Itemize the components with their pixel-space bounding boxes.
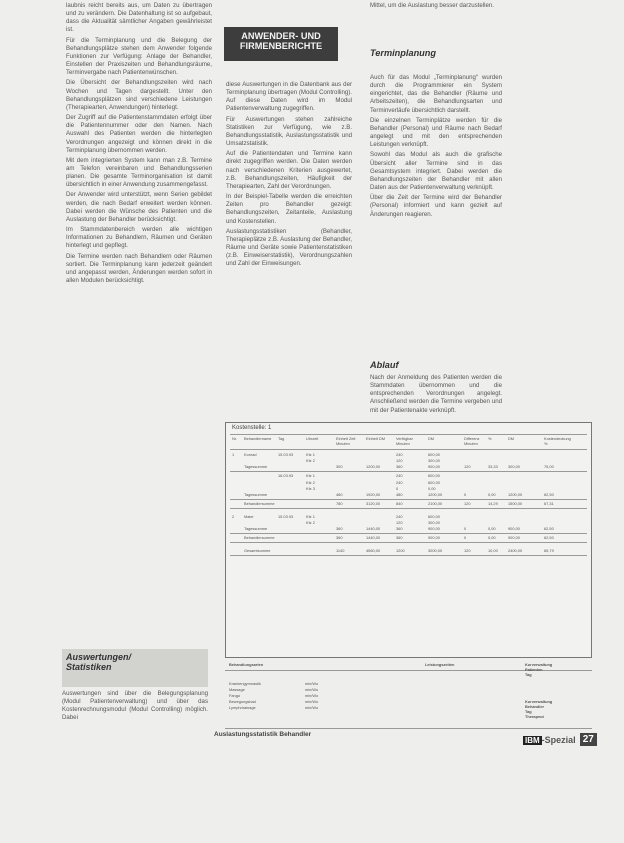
banner-line: FIRMENBERICHTE [239, 41, 323, 51]
table-cell: 0,00 [428, 485, 436, 491]
table-cell: 900,00 [508, 535, 520, 541]
table-rule [230, 499, 587, 500]
table-cell: 360 [336, 526, 343, 532]
page-number: 27 [580, 733, 597, 746]
table-cell: 480 [396, 492, 403, 497]
table-cell: 67,31 [544, 501, 554, 506]
paragraph: Auf die Patientendaten und Termine kann direkt zugegriffen werden. Die Daten werden nach verschiedenen Kriterien ausgewertet, z.B. Behandlungszeiten, Häufigkeit der Therapiearten, Zahl der Verordnungen. [226, 150, 352, 190]
section-heading-box [62, 649, 208, 687]
paragraph: Für die Terminplanung und die Belegung der Behandlungsplätze stehen dem Anwender folgende Funktionen zur Verfügung: Anlage der Behandler, Einstellen der Praxiszeiten und Behandlungsräume, Terminvergabe nach Patientenwünschen. [66, 36, 212, 77]
paragraph: Auch für das Modul „Terminplanung“ wurden durch die Programmierer ein System eingerichtet, das die Behandler (Räume und Arbeitszeiten), die Behandlungsarten und Terminverläufe übersichtlich darstellt. [370, 74, 502, 114]
section-heading-line: Statistiken [66, 662, 112, 672]
table-cell: 600,00 [428, 473, 440, 479]
table-header-cell: DM [428, 436, 435, 441]
table-cell: 120 [396, 520, 403, 526]
table-cell: 360 [396, 464, 403, 470]
table-cell: 1 [232, 452, 235, 457]
chart-label: Tag [525, 672, 532, 677]
table-cell: Maier [244, 514, 254, 519]
chart-label: Lymphdrainage [229, 705, 256, 710]
paragraph: Mittel, um die Auslastung besser darzustellen. [370, 2, 494, 9]
table-cell: 1920,00 [366, 492, 381, 497]
table-header-cell: Tag [278, 436, 285, 441]
table-cell: 15.03.93 [278, 452, 294, 457]
table-cell: 1200,00 [428, 492, 443, 497]
table-cell: 15.03.93 [278, 514, 294, 519]
table-rule [230, 508, 587, 509]
table-cell: Kfz 2 [306, 479, 315, 485]
table-cell: 240 [396, 479, 403, 485]
chart-label: Krankengymnastik [229, 681, 262, 686]
table-cell: 120 [464, 548, 471, 554]
text-column-left [66, 2, 212, 287]
chart-label: Patienten [525, 667, 543, 672]
table-cell: 2400,00 [508, 548, 523, 554]
table-cell: 600,00 [428, 514, 440, 519]
table-cell: Kfz 1 [306, 514, 315, 519]
table-header-cell: Differenz Minuten [464, 436, 480, 446]
table-cell: Kfz 1 [306, 452, 315, 457]
table-cell: 600,00 [428, 452, 440, 457]
table-cell: Tagessumme [244, 526, 268, 532]
table-cell: 10,00 [488, 548, 498, 554]
table-cell: 900,00 [508, 526, 520, 532]
paragraph: Die Termine werden nach Behandlern oder Räumen sortiert. Die Terminplanung kann jederzeit geändert und angepasst werden, Änderungen werden sofort in allen Modulen berücksichtigt. [66, 252, 212, 284]
paragraph: Über die Zeit der Termine wird der Behandler (Personal) informiert und kann gezielt auf Änderungen reagieren. [370, 194, 502, 218]
section-banner [224, 27, 338, 61]
section-heading-line: Auswertungen/ [66, 652, 132, 662]
table-cell: 1200,00 [366, 464, 381, 470]
table-cell: 2100,00 [428, 501, 443, 506]
table-cell: 65,79 [544, 548, 554, 554]
table-cell: 120 [464, 501, 471, 506]
table-cell: Tagessumme [244, 492, 268, 497]
page-footer [521, 731, 597, 748]
table-cell: 480 [336, 492, 343, 497]
table-cell: 120 [464, 464, 471, 470]
table-cell: 1140 [336, 548, 345, 554]
chart-label: min/Wo [305, 705, 319, 710]
table-cell: 1200 [396, 548, 405, 554]
chart-label: min/Wo [305, 681, 319, 686]
table-header-cell: Verfügbar Minuten [396, 436, 413, 446]
table-cell: 4560,00 [366, 548, 381, 554]
table-cell: 1200,00 [508, 492, 523, 497]
table-cell: 0,00 [488, 535, 496, 541]
table-cell: Konrad [244, 452, 257, 457]
text-column-right-top [370, 2, 502, 12]
table-cell: Tagessumme [244, 464, 268, 470]
table-cell: 0 [464, 535, 467, 541]
table-cell: 62,50 [544, 535, 554, 541]
chart-label: Fango [229, 693, 241, 698]
table-rule [230, 471, 587, 472]
chart-label: Therapeut [525, 714, 544, 719]
table-rule [230, 434, 587, 435]
table-cell: 240 [396, 473, 403, 479]
table-cell: 16.03.93 [278, 473, 294, 479]
table-cell: 360 [396, 535, 403, 541]
chart-label: Behandler [525, 704, 545, 709]
table-cell: 75,00 [544, 464, 554, 470]
table-cell: 240 [396, 452, 403, 457]
table-rule [230, 542, 587, 543]
paragraph: Auslastungsstatistiken (Behandler, Therapieplätze z.B. Auslastung der Behandler, Räume und Geräte sowie Patientenstatistiken (z.B. Einweiserstatistik), Verordnungszahlen und Zahl der Einweisungen. [226, 227, 352, 268]
table-title: Kostenstelle: 1 [232, 425, 272, 431]
text-column-left-bottom [62, 690, 208, 725]
brand-logo: IBM [525, 735, 540, 745]
chart-label: Bewegungsbad [229, 699, 256, 704]
table-cell: Kfz 2 [306, 458, 315, 464]
table-cell: 1440,00 [366, 535, 381, 541]
table-cell: 33,33 [488, 464, 498, 470]
table-cell: 300 [336, 464, 343, 470]
chart-rule [225, 728, 592, 729]
table-cell: 0,00 [488, 526, 496, 532]
table-header-cell: Uhrzeit [306, 436, 319, 441]
paragraph: Auswertungen sind über die Belegungsplanung (Modul Patientenverwaltung) und über das Kostenrechnungsmodul (Modul Controlling) möglich. Dabei [62, 690, 208, 722]
chart-label: Kurverwaltung [525, 662, 553, 667]
table-cell: Gesamtsumme [244, 548, 271, 554]
table-cell: 0 [396, 485, 399, 491]
table-cell: Kfz 3 [306, 485, 315, 491]
table-rule [230, 533, 587, 534]
paragraph: Der Zugriff auf die Patientenstammdaten erfolgt über die Patientennummer oder den Namen. Nach Auswahl des Patienten werden die hinterlegten Verordnungen angezeigt und können direkt in die Terminplanung übernommen werden. [66, 114, 212, 154]
table-cell: 240 [396, 514, 403, 519]
paragraph: diese Auswertungen in die Datenbank aus der Terminplanung übertragen (Modul Controlling). Auf diese Daten wird im Modul Patientenverwaltung zugegriffen. [226, 81, 353, 113]
table-cell: 14,29 [488, 501, 498, 506]
table-cell: 3120,00 [366, 501, 381, 506]
chart-label: min/Wo [305, 687, 319, 692]
paragraph: Sowohl das Modul als auch die grafische Übersicht aller Termine sind in das Gesamtsystem integriert. Dabei werden die Behandlungszeiten der Behandler mit allen Daten aus der Patientenverwaltung verknüpft. [370, 151, 502, 192]
paragraph: Nach der Anmeldung des Patienten werden die Stammdaten übernommen und die entsprechenden Verordnungen angelegt. Anschließend werden die Termine vergeben und mit der Patientenakte verknüpft. [370, 374, 502, 414]
table-cell: Kfz 1 [306, 473, 315, 479]
text-column-middle [226, 81, 352, 270]
table-header-cell: Nr. [232, 436, 237, 441]
paragraph: Die einzelnen Terminplätze werden für die Behandler (Personal) und Räume nach Bedarf angelegt und mit den entsprechenden Leistungen verknüpft. [370, 116, 502, 149]
table-cell: 300,00 [428, 520, 440, 526]
section-heading: Ablauf [370, 360, 399, 370]
table-cell: 62,50 [544, 492, 554, 497]
table-cell: 0 [464, 492, 467, 497]
chart-label: Tag [525, 709, 532, 714]
table-cell: 3000,00 [428, 548, 443, 554]
table-header-cell: Behandlername [244, 436, 272, 441]
table-cell: 62,50 [544, 526, 554, 532]
table-cell: 300,00 [508, 464, 520, 470]
table-cell: 600,00 [428, 479, 440, 485]
table-rule [230, 555, 587, 556]
table-cell: 300,00 [428, 458, 440, 464]
figure-caption: Auslastungsstatistik Behandler [214, 731, 312, 738]
chart-label: Behandlungsarten [229, 662, 264, 667]
table-cell: 0 [464, 526, 467, 532]
banner-line: ANWENDER- UND [241, 31, 321, 41]
utilization-chart [225, 660, 592, 730]
chart-label: min/Wo [305, 699, 319, 704]
paragraph: laubnis reicht bereits aus, um Daten zu übertragen und zu verändern. Die Datenhaltung ist so aufgebaut, dass die Aktualität sämtlicher Angaben gewährleistet ist. [66, 2, 212, 34]
paragraph: Die Übersicht der Behandlungszeiten wird nach Wochen und Tagen dargestellt. Unter den Behandlungsplätzen sind verschiedene Leistungen (Therapiearten, Anwendungen) hinterlegt. [66, 79, 212, 111]
statistics-table [225, 422, 592, 658]
paragraph: Für Auswertungen stehen zahlreiche Statistiken zur Verfügung, wie z.B. Behandlungsstatistik, Auslastungsstatistik und Umsatzstatistik. [226, 115, 352, 148]
table-cell: 840 [396, 501, 403, 506]
chart-label: Leistungszeiten [425, 662, 455, 667]
table-cell: Behandlersumme [244, 501, 275, 506]
brand-text: Spezial [544, 734, 576, 745]
chart-label: Massage [229, 687, 245, 692]
paragraph: Der Anwender wird unterstützt, wenn Serien gebildet werden, die nach Bedarf erweitert werden können. Dabei werden die Wünsche des Patienten und die Auslastung der Behandler berücksichtigt. [66, 191, 212, 223]
table-cell: 2 [232, 514, 235, 519]
table-cell: 360 [396, 526, 403, 532]
table-cell: Kfz 2 [306, 520, 315, 526]
table-cell: Behandlersumme [244, 535, 275, 541]
magazine-brand: IBM -Spezial [525, 734, 576, 745]
table-cell: 120 [396, 458, 403, 464]
text-column-right [370, 74, 502, 221]
table-rule [230, 449, 587, 450]
table-cell: 360 [336, 535, 343, 541]
text-column-right-bottom [370, 374, 502, 417]
table-cell: 1440,00 [366, 526, 381, 532]
section-heading: Terminplanung [370, 48, 437, 58]
table-header-cell: Einheit DM [366, 436, 386, 441]
table-cell: 900,00 [428, 535, 440, 541]
table-header-cell: Einheit Zeit Minuten [336, 436, 356, 446]
table-cell: 900,00 [428, 464, 440, 470]
paragraph: Im Stammdatenbereich werden alle wichtigen Informationen zu Behandlern, Räumen und Geräten hinterlegt und gepflegt. [66, 226, 212, 250]
table-header-cell: % [488, 436, 492, 441]
table-header-cell: DM [508, 436, 515, 441]
table-cell: 900,00 [428, 526, 440, 532]
table-cell: 780 [336, 501, 343, 506]
table-cell: 1500,00 [508, 501, 523, 506]
table-cell: 0,00 [488, 492, 496, 497]
chart-label: min/Wo [305, 693, 319, 698]
table-header-cell: Kostendeckung % [544, 436, 571, 446]
chart-label: Kurverwaltung [525, 699, 553, 704]
paragraph: In der Beispiel-Tabelle werden die erreichten Zeiten pro Behandler gezeigt: Behandlungszeiten, Zeitanteile, Auslastung und Kostenstellen. [226, 193, 352, 225]
paragraph: Mit dem integrierten System kann man z.B. Termine am Telefon vereinbaren und Behandlungsserien planen. Die gesamte Terminorganisation ist damit übersichtlich in einer Anwendung zusammengefasst. [66, 156, 212, 189]
